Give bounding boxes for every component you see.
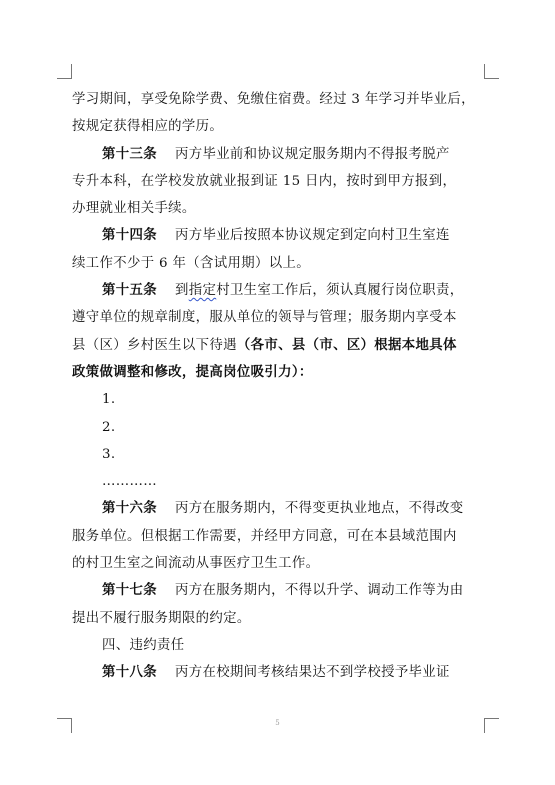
crop-mark-top-left	[57, 64, 72, 79]
paragraph-line: 学习期间，享受免除学费、免缴住宿费。经过 3 年学习并毕业后，	[72, 92, 475, 107]
page-number: 5	[275, 719, 280, 727]
spellcheck-underlined-word: 指定	[188, 283, 217, 299]
article-14-title: 第十四条	[102, 227, 157, 244]
article-15	[72, 277, 484, 304]
paragraph-line	[72, 332, 484, 359]
article-18-text: 丙方在校期间考核结果达不到学校授予毕业证	[174, 665, 450, 681]
crop-mark-top-right	[484, 64, 499, 79]
article-16-title: 第十六条	[102, 500, 157, 517]
paragraph-line: 按规定获得相应的学历。	[72, 119, 224, 135]
list-ellipsis: …………	[102, 474, 157, 490]
article-13-text: 丙方毕业前和协议规定服务期内不得报考脱产	[174, 146, 450, 162]
paragraph-line: 续工作不少于 6 年（含试用期）以上。	[72, 255, 310, 271]
article-18-title: 第十八条	[102, 664, 157, 681]
paragraph-text: 县（区）乡村医生以下待遇	[72, 337, 237, 353]
article-16-text: 丙方在服务期内，不得变更执业地点，不得改变	[174, 501, 464, 517]
bold-note: （各市、县（市、区）根据本地具体	[236, 336, 457, 353]
article-17	[72, 577, 484, 604]
article-18	[72, 659, 484, 686]
paragraph-line: 的村卫生室之间流动从事医疗卫生工作。	[72, 556, 320, 572]
article-14-text: 丙方毕业后按照本协议规定到定向村卫生室连	[174, 228, 450, 244]
paragraph-line: 提出不履行服务期限的约定。	[72, 610, 251, 626]
article-15-text-cont: 村卫生室工作后，须认真履行岗位职责，	[216, 283, 464, 299]
list-item: 3.	[102, 446, 116, 462]
paragraph-line: 办理就业相关手续。	[72, 201, 196, 217]
section-heading: 四、违约责任	[102, 637, 185, 653]
article-17-title: 第十七条	[102, 582, 157, 599]
article-16	[72, 495, 484, 522]
paragraph-line: 遵守单位的规章制度，服从单位的领导与管理；服务期内享受本	[72, 310, 457, 326]
article-14	[72, 222, 484, 249]
paragraph-line: 服务单位。但根据工作需要，并经甲方同意，可在本县域范围内	[72, 528, 457, 544]
list-item: 2.	[102, 419, 116, 435]
article-15-text: 到	[174, 283, 189, 299]
article-13	[72, 141, 484, 168]
list-item: 1.	[102, 392, 116, 408]
bold-note-line: 政策做调整和修改，提高岗位吸引力）：	[72, 363, 313, 380]
article-17-text: 丙方在服务期内，不得以升学、调动工作等为由	[174, 583, 464, 599]
article-15-title: 第十五条	[102, 282, 157, 299]
paragraph-line: 专升本科，在学校发放就业报到证 15 日内，按时到甲方报到，	[72, 173, 457, 189]
article-13-title: 第十三条	[102, 145, 157, 162]
document-body[interactable]	[72, 86, 484, 687]
